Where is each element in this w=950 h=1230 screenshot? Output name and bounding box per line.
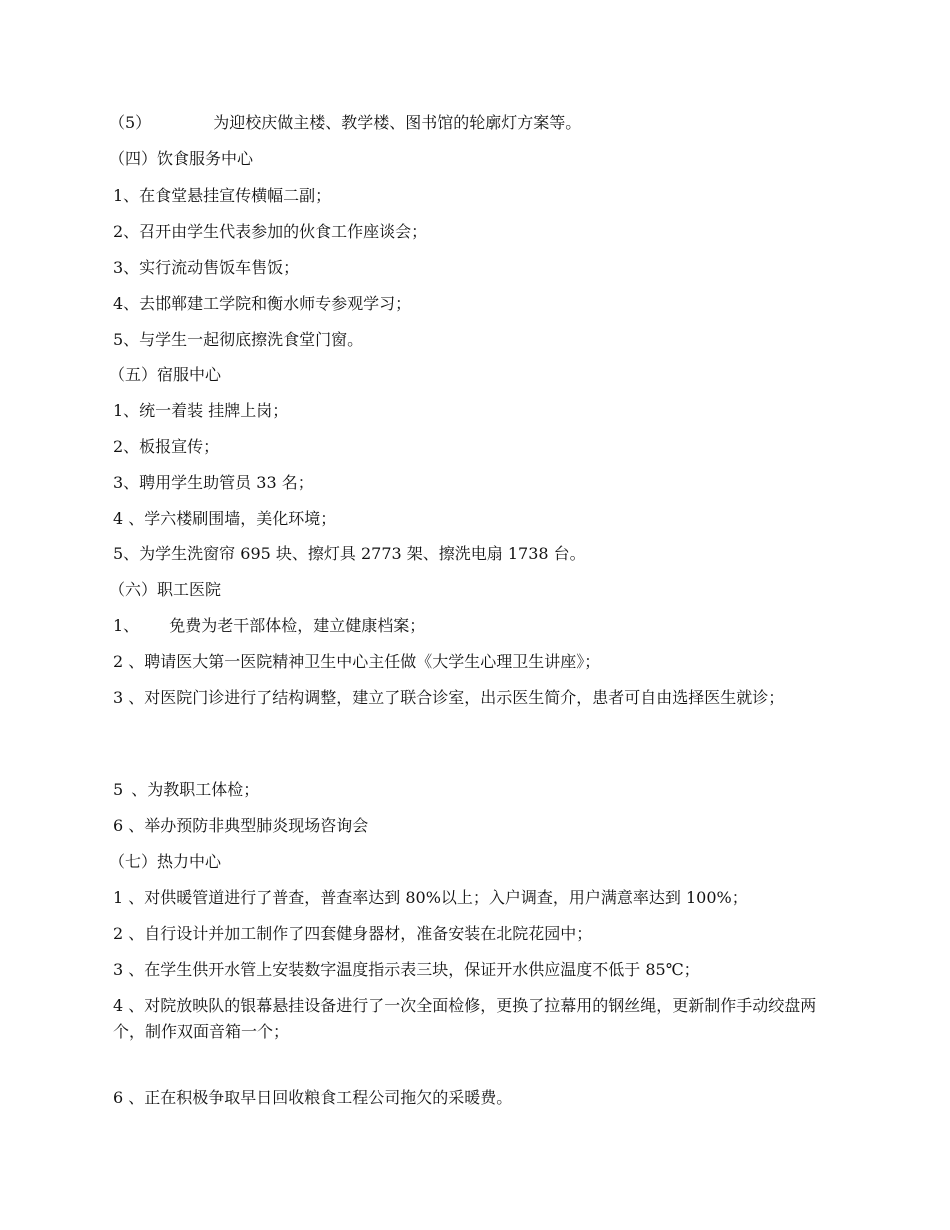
list-item (113, 957, 843, 983)
list-item (113, 885, 843, 911)
list-item (113, 434, 843, 460)
item-text: 2 、自行设计并加工制作了四套健身器材，准备安装在北院花园中； (113, 924, 593, 943)
list-item (113, 993, 843, 1045)
item-text: 1、统一着装 挂牌上岗； (113, 401, 289, 420)
item-text: 2、板报宣传； (113, 437, 220, 456)
item-text: 4 、对院放映队的银幕悬挂设备进行了一次全面检修，更换了拉幕用的钢丝绳，更新制作手动绞盘两个，制作双面音箱一个； (113, 996, 817, 1041)
item-text: 1、在食堂悬挂宣传横幅二副； (113, 186, 332, 205)
item-number: 1、 (113, 616, 140, 635)
list-item (113, 291, 843, 317)
item-text: 免费为老干部体检，建立健康档案； (169, 616, 426, 635)
item-text: 5、与学生一起彻底擦洗食堂门窗。 (113, 330, 364, 349)
list-item (113, 506, 843, 532)
item-text: 2 、聘请医大第一医院精神卫生中心主任做《大学生心理卫生讲座》； (113, 652, 601, 671)
list-item (113, 183, 843, 209)
item-text: 1 、对供暖管道进行了普查，普查率达到 80%以上；入户调查，用户满意率达到 100%； (113, 888, 748, 907)
section-heading (109, 146, 839, 172)
list-item (113, 1085, 843, 1111)
list-item (113, 470, 843, 496)
item-text: 6 、举办预防非典型肺炎现场咨询会 (113, 816, 369, 835)
list-item (113, 541, 843, 567)
section-heading (109, 362, 839, 388)
list-item (109, 110, 839, 136)
item-text: （五）宿服中心 (109, 365, 222, 384)
item-text: （七）热力中心 (109, 852, 222, 871)
list-item (113, 255, 843, 281)
item-text: 2、召开由学生代表参加的伙食工作座谈会； (113, 222, 428, 241)
item-number: 5 (113, 780, 124, 799)
item-text: 4 、学六楼刷围墙，美化环境； (113, 509, 337, 528)
section-heading (109, 849, 839, 875)
list-item (113, 685, 843, 711)
item-text: 3 、对医院门诊进行了结构调整，建立了联合诊室，出示医生简介，患者可自由选择医生就诊； (113, 688, 785, 707)
item-text: 、为教职工体检； (131, 780, 260, 799)
item-text: 3、聘用学生助管员 33 名； (113, 473, 314, 492)
list-item (113, 813, 843, 839)
item-text: 为迎校庆做主楼、教学楼、图书馆的轮廓灯方案等。 (213, 113, 582, 132)
list-item (113, 777, 843, 803)
list-item (113, 613, 843, 639)
item-text: 4、去邯郸建工学院和衡水师专参观学习； (113, 294, 412, 313)
item-text: （六）职工医院 (109, 580, 222, 599)
list-item (113, 398, 843, 424)
item-text: 3 、在学生供开水管上安装数字温度指示表三块，保证开水供应温度不低于 85℃； (113, 960, 700, 979)
item-text: 5、为学生洗窗帘 695 块、擦灯具 2773 架、擦洗电扇 1738 台。 (113, 544, 586, 563)
item-text: （四）饮食服务中心 (109, 149, 254, 168)
item-text: 6 、正在积极争取早日回收粮食工程公司拖欠的采暖费。 (113, 1088, 513, 1107)
list-item (113, 327, 843, 353)
list-item (113, 219, 843, 245)
item-number: （5） (109, 113, 152, 132)
list-item (113, 649, 843, 675)
item-text: 3、实行流动售饭车售饭； (113, 258, 300, 277)
list-item (113, 921, 843, 947)
section-heading (109, 577, 839, 603)
